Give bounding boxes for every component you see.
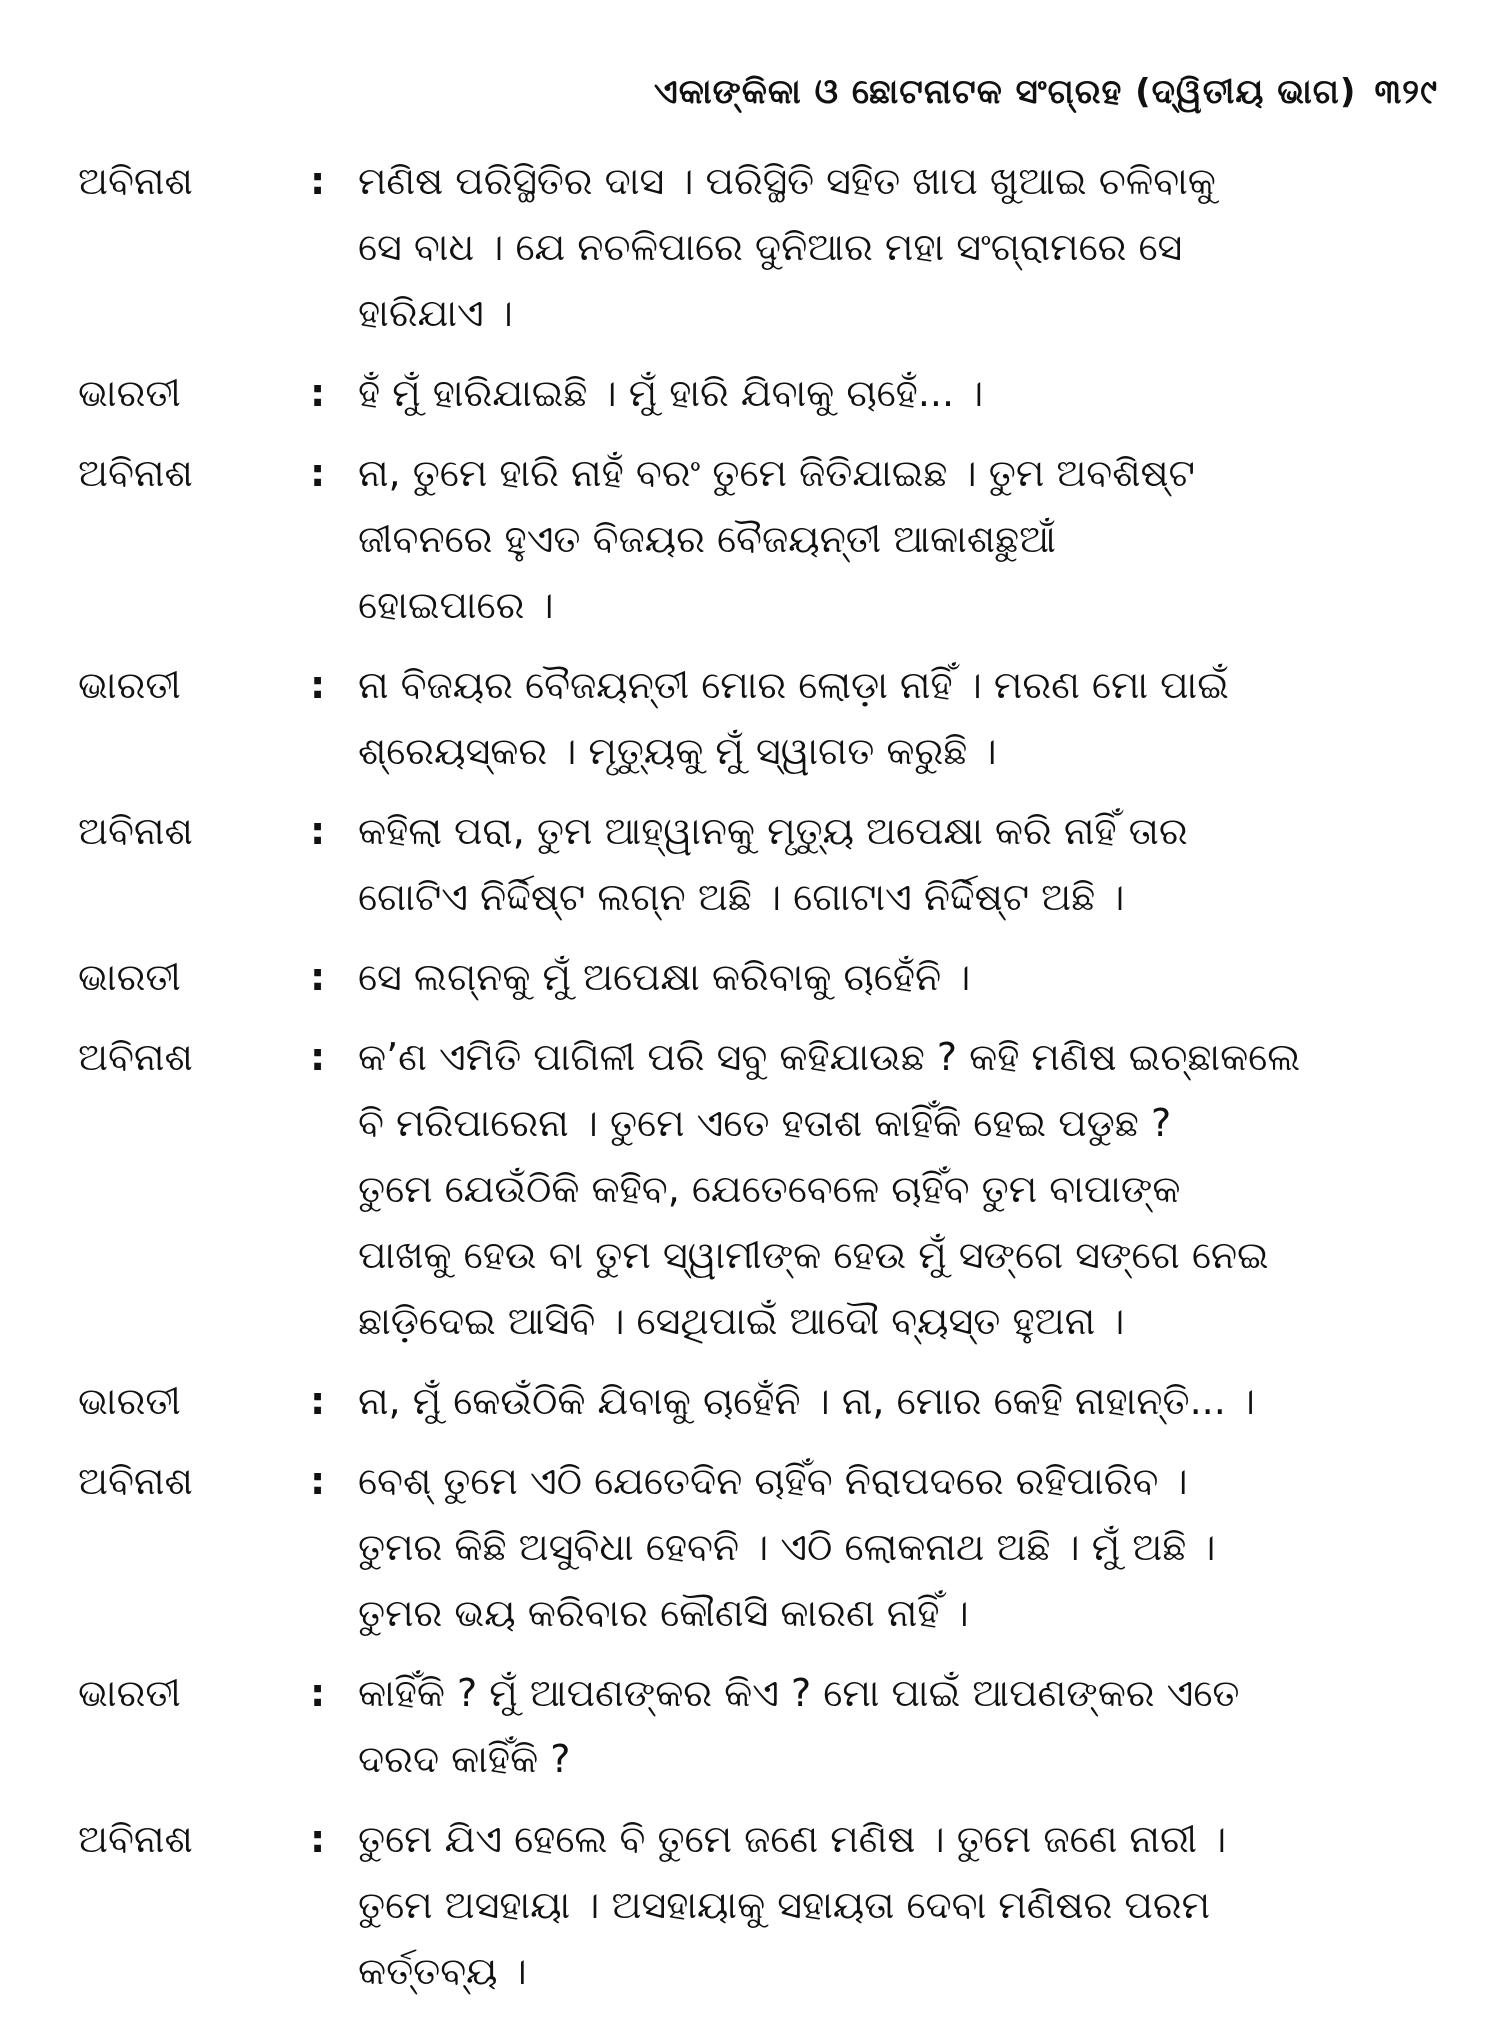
speech-text (358, 1024, 1450, 1354)
speaker-separator: : (310, 663, 326, 707)
dialogue-turn (78, 1448, 1450, 1646)
speech-line: କହିଲା ପରା, ତୁମ ଆହ୍ୱାନକୁ ମୃତ୍ୟୁ ଅପେକ୍ଷା କରି ନାହିଁ ତାର (358, 809, 1188, 853)
speech-line: ତୁମେ ଅସହାୟା । ଅସହାୟାକୁ ସହାୟତା ଦେବା ମଣିଷର ପରମ (358, 1883, 1211, 1927)
speech-text (358, 1368, 1450, 1434)
speech-line: ନା, ତୁମେ ହାରି ନାହଁ ବରଂ ତୁମେ ଜିତିଯାଇଛ । ତୁମ ଅବଶିଷ୍ଟ (358, 451, 1195, 495)
speech-line: ହୋଇପାରେ । (358, 583, 554, 627)
speech-line: ବେଶ୍ ତୁମେ ଏଠି ଯେତେଦିନ ଚାହିଁବ ନିରାପଦରେ ରହିପାରିବ । (358, 1459, 1188, 1503)
speech-line: ନା, ମୁଁ କେଉଁଠିକି ଯିବାକୁ ଚାହେଁନି । ନା, ମୋର କେହି ନାହାନ୍ତି... । (358, 1379, 1255, 1423)
speaker-separator: : (310, 371, 326, 415)
speech-line: ତୁମର କିଛି ଅସୁବିଧା ହେବନି । ଏଠି ଲୋକନାଥ ଅଛି । ମୁଁ ଅଛି । (358, 1525, 1216, 1569)
dialogue-turn (78, 1660, 1450, 1792)
speaker-name: ଭାରତୀ (78, 663, 181, 707)
dialogue-turn (78, 440, 1450, 638)
speaker-name: ଭାରତୀ (78, 955, 181, 999)
speaker-separator: : (310, 809, 326, 853)
speech-line: ହଁ ମୁଁ ହାରିଯାଇଛି । ମୁଁ ହାରି ଯିବାକୁ ଚାହେଁ... । (358, 371, 984, 415)
speaker-separator: : (310, 1035, 326, 1079)
speech-line: ସେ ବାଧ । ଯେ ନଚଳିପାରେ ଦୁନିଆର ମହା ସଂଗ୍ରାମରେ ସେ (358, 225, 1183, 269)
speaker-name: ଭାରତୀ (78, 1671, 181, 1715)
speech-line: ନା ବିଜୟର ବୈଜୟନ୍ତୀ ମୋର ଲୋଡ଼ା ନାହିଁ । ମରଣ ମୋ ପାଇଁ (358, 663, 1229, 707)
dialogue-turn (78, 1024, 1450, 1354)
speech-text (358, 944, 1450, 1010)
speaker-separator: : (310, 1671, 326, 1715)
dialogue-turn (78, 944, 1450, 1010)
speaker-name: ଅବିନାଶ (78, 1035, 193, 1079)
book-title: ଏକାଙ୍କିକା ଓ ଛୋଟନାଟକ ସଂଗ୍ରହ (ଦ୍ୱିତୀୟ ଭାଗ) (653, 72, 1357, 112)
speech-text (358, 360, 1450, 426)
dialogue-turn (78, 1806, 1450, 2004)
speech-text (358, 148, 1450, 346)
speaker-separator: : (310, 1817, 326, 1861)
speech-line: ଜୀବନରେ ହୁଏତ ବିଜୟର ବୈଜୟନ୍ତୀ ଆକାଶଛୁଆଁ (358, 517, 1056, 561)
speaker-name: ଅବିନାଶ (78, 451, 193, 495)
page-number: ୩୨୯ (1374, 72, 1438, 112)
speech-line: ସେ ଲଗ୍ନକୁ ମୁଁ ଅପେକ୍ଷା କରିବାକୁ ଚାହେଁନି । (358, 955, 971, 999)
speech-line: ତୁମେ ଯେଉଁଠିକି କହିବ, ଯେତେବେଳେ ଚାହିଁବ ତୁମ ବାପାଙ୍କ (358, 1167, 1181, 1211)
speaker-separator: : (310, 159, 326, 203)
speaker-name: ଭାରତୀ (78, 1379, 181, 1423)
speech-text (358, 1660, 1450, 1792)
speech-line: କର୍ତ୍ତବ୍ୟ । (358, 1949, 527, 1993)
dialogue-turn (78, 652, 1450, 784)
speaker-name: ଅବିନାଶ (78, 809, 193, 853)
speaker-separator: : (310, 1459, 326, 1503)
speech-line: ତୁମେ ଯିଏ ହେଲେ ବି ତୁମେ ଜଣେ ମଣିଷ । ତୁମେ ଜଣେ ନାରୀ । (358, 1817, 1227, 1861)
speaker-name: ଅବିନାଶ (78, 1459, 193, 1503)
speaker-separator: : (310, 1379, 326, 1423)
speech-line: ଶ୍ରେୟସ୍କର । ମୃତ୍ୟୁକୁ ମୁଁ ସ୍ୱାଗତ କରୁଛି । (358, 729, 997, 773)
speech-text (358, 798, 1450, 930)
dialogue-turn (78, 1368, 1450, 1434)
speech-line: ତୁମର ଭୟ କରିବାର କୌଣସି କାରଣ ନାହିଁ । (358, 1591, 969, 1635)
speech-text (358, 440, 1450, 638)
speaker-name: ଅବିନାଶ (78, 1817, 193, 1861)
speech-text (358, 1448, 1450, 1646)
running-header (654, 72, 1438, 112)
dialogue-list (78, 148, 1450, 2018)
dialogue-turn (78, 360, 1450, 426)
speech-line: କାହିଁକି ? ମୁଁ ଆପଣଙ୍କର କିଏ ? ମୋ ପାଇଁ ଆପଣଙ୍କର ଏତେ (358, 1671, 1240, 1715)
dialogue-turn (78, 148, 1450, 346)
speaker-separator: : (310, 955, 326, 999)
speaker-name: ଭାରତୀ (78, 371, 181, 415)
speech-text (358, 1806, 1450, 2004)
speech-line: ଗୋଟିଏ ନିର୍ଦ୍ଦିଷ୍ଟ ଲଗ୍ନ ଅଛି । ଗୋଟାଏ ନିର୍ଦ୍ଦିଷ୍ଟ ଅଛି । (358, 875, 1125, 919)
speech-text (358, 652, 1450, 784)
speaker-name: ଅବିନାଶ (78, 159, 193, 203)
speech-line: ହାରିଯାଏ । (358, 291, 513, 335)
speech-line: ମଣିଷ ପରିସ୍ଥିତିର ଦାସ । ପରିସ୍ଥିତି ସହିତ ଖାପ ଖୁଆଇ ଚଳିବାକୁ (358, 159, 1216, 203)
dialogue-turn (78, 798, 1450, 930)
speech-line: ଦରଦ କାହିଁକି ? (358, 1737, 571, 1781)
speaker-separator: : (310, 451, 326, 495)
speech-line: ଛାଡ଼ିଦେଇ ଆସିବି । ସେଥିପାଇଁ ଆଦୌ ବ୍ୟସ୍ତ ହୁଅନା । (358, 1299, 1125, 1343)
speech-line: ପାଖକୁ ହେଉ ବା ତୁମ ସ୍ୱାମୀଙ୍କ ହେଉ ମୁଁ ସଙ୍ଗେ ସଙ୍ଗେ ନେଇ (358, 1233, 1269, 1277)
speech-line: କ’ଣ ଏମିତି ପାଗିଳୀ ପରି ସବୁ କହିଯାଉଛ ? କହି ମଣିଷ ଇଚ୍ଛାକଲେ (358, 1035, 1301, 1079)
speech-line: ବି ମରିପାରେନା । ତୁମେ ଏତେ ହତାଶ କାହିଁକି ହେଇ ପଡୁଛ ? (358, 1101, 1172, 1145)
